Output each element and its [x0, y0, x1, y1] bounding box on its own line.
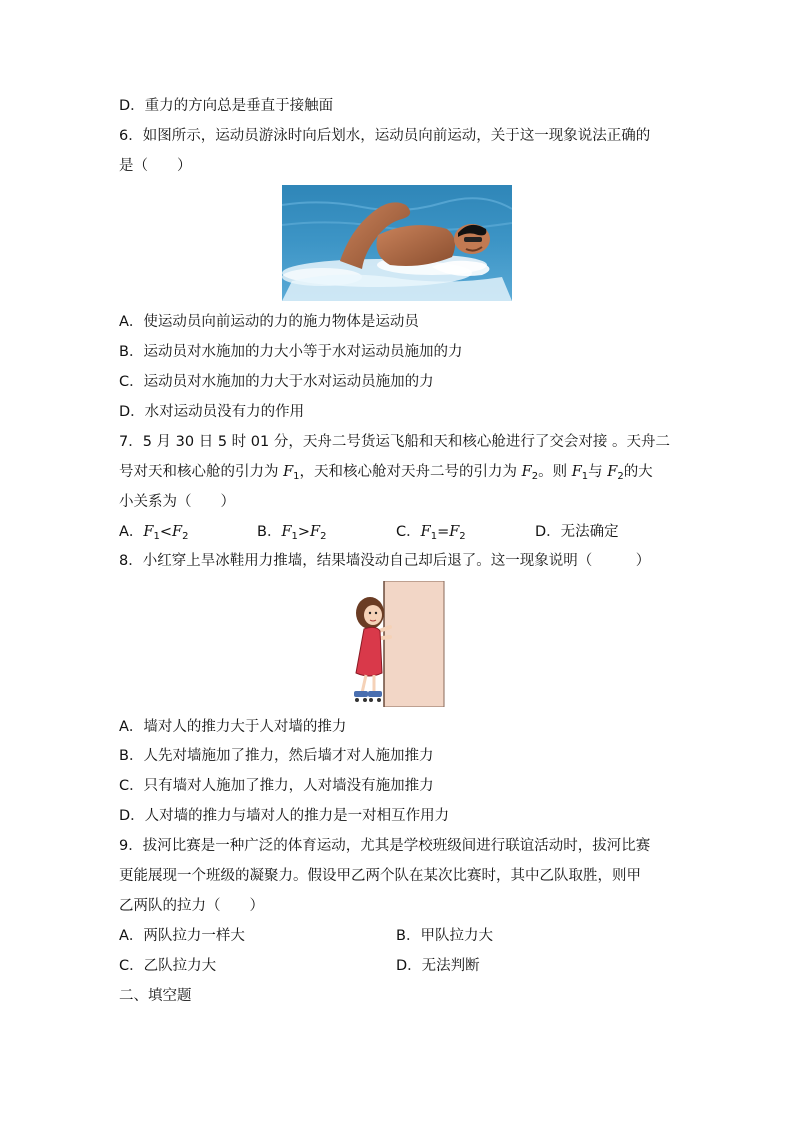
- q6-option-c: C．运动员对水施加的力大于水对运动员施加的力: [119, 374, 434, 390]
- q7-option-a: A．$F_1<F_2$: [119, 524, 189, 542]
- q9-option-c: C．乙队拉力大: [119, 958, 217, 974]
- q9-option-a: A．两队拉力一样大: [119, 928, 245, 944]
- section-title-fill-in: 二、填空题: [119, 988, 192, 1004]
- q6-option-a: A．使运动员向前运动的力的施力物体是运动员: [119, 314, 419, 330]
- q9-stem-line3: 乙两队的拉力（ ）: [119, 898, 264, 914]
- q5-option-d: D．重力的方向总是垂直于接触面: [119, 98, 334, 114]
- swimmer-image: [282, 185, 512, 301]
- q7-option-d: D．无法确定: [535, 524, 619, 540]
- q8-stem: 8．小红穿上旱冰鞋用力推墙，结果墙没动自己却后退了。这一现象说明（ ）: [119, 553, 651, 569]
- q9-option-b: B．甲队拉力大: [396, 928, 493, 944]
- q9-option-d: D．无法判断: [396, 958, 480, 974]
- q9-stem-line2: 更能展现一个班级的凝聚力。假设甲乙两个队在某次比赛时，其中乙队取胜，则甲: [119, 868, 641, 884]
- q8-option-d: D．人对墙的推力与墙对人的推力是一对相互作用力: [119, 808, 450, 824]
- q7-stem-line1: 7．5 月 30 日 5 时 01 分，天舟二号货运飞船和天和核心舱进行了交会对接 。天舟二: [119, 434, 670, 450]
- q6-stem-line2: 是（ ）: [119, 158, 192, 174]
- q8-option-c: C．只有墙对人施加了推力，人对墙没有施加推力: [119, 778, 434, 794]
- q6-option-d: D．水对运动员没有力的作用: [119, 404, 305, 420]
- q7-option-b: B．$F_1>F_2$: [257, 524, 327, 542]
- q6-stem-line1: 6．如图所示，运动员游泳时向后划水，运动员向前运动，关于这一现象说法正确的: [119, 128, 651, 144]
- q7-stem-line2: 号对天和核心舱的引力为 $F_1$，天和核心舱对天舟二号的引力为 $F_2$。则 $F_1$与 $F_2$的大: [119, 464, 653, 482]
- q7-option-c: C．$F_1=F_2$: [396, 524, 466, 542]
- q7-stem-line3: 小关系为（ ）: [119, 494, 235, 510]
- q9-stem-line1: 9．拔河比赛是一种广泛的体育运动，尤其是学校班级间进行联谊活动时，拔河比赛: [119, 838, 651, 854]
- q6-option-b: B．运动员对水施加的力大小等于水对运动员施加的力: [119, 344, 463, 360]
- q8-option-a: A．墙对人的推力大于人对墙的推力: [119, 719, 347, 735]
- girl-pushing-wall-image: [346, 581, 446, 707]
- q8-option-b: B．人先对墙施加了推力，然后墙才对人施加推力: [119, 748, 434, 764]
